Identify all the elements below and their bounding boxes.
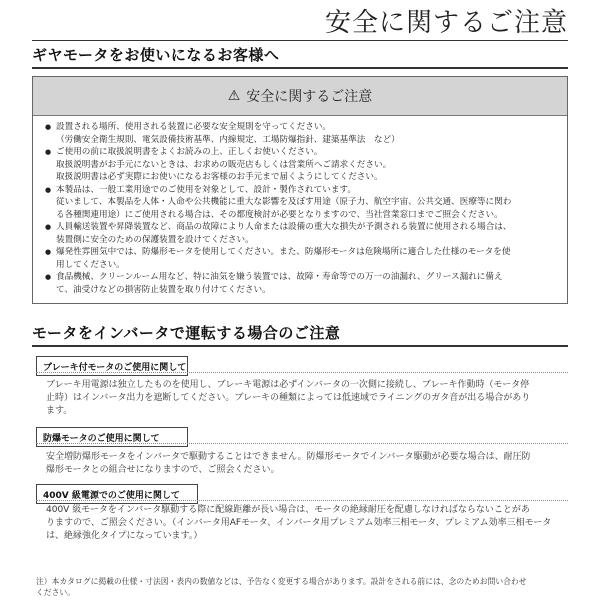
title-divider: [32, 40, 568, 41]
section-heading-inverter: モータをインバータで運転する場合のご注意: [32, 324, 341, 342]
safety-notice-box: [32, 76, 568, 304]
subsection-title-400v: 400V 級電源でのご使用に関して: [36, 484, 198, 504]
section-heading-gearmotor: ギヤモータをお使いになるお客様へ: [32, 46, 280, 64]
list-item: ● 本製品は、一般工業用途でのご使用を対象として、設計・製作されています。 従いまして、本製品を人体・人命や公共機能に重大な影響を及ぼす用途（原子力、航空宇宙、公共交通、医療等に関わ る各種関連用途）にご使用される場合は、その都度検討が必要となりますので、当社営業窓口までご照会ください。: [45, 184, 559, 222]
subsection-divider: [36, 372, 568, 373]
safety-box-title: 安全に関するご注意: [246, 89, 373, 105]
warning-triangle-icon: ⚠: [227, 88, 241, 104]
list-item: ● 爆発性雰囲気中では、防爆形モータを使用してください。また、防爆形モータは危険場所に適合した仕様のモータを使 用してください。: [45, 246, 559, 271]
safety-bullet-list: [33, 116, 567, 296]
list-item: ● ご使用の前に取扱説明書をよくお読みの上、正しくお使いください。 取扱説明書がお手元にないときは、お求めの販売店もしくは営業所へご請求ください。 取扱説明書は必ず実際にお使いになるお客様のお手元まで届くようにしてください。: [45, 146, 559, 184]
subsection-divider: [36, 500, 568, 501]
subsection-title-brake: ブレーキ付モータのご使用に関して: [36, 356, 188, 376]
subsection-body-brake: ブレーキ用電源は独立したものを使用し、ブレーキ電源は必ずインバータの一次側に接続し、ブレーキ作動時（モータ停 止時）はインバータ出力を遮断してください。ブレーキの種類によっては低速域でライニングのガタ音が出る場合があり ます。: [46, 380, 531, 416]
section-divider-inverter: [32, 345, 568, 347]
page-title: 安全に関するご注意: [324, 8, 568, 38]
safety-box-header: [33, 77, 567, 116]
section-divider-gearmotor: [32, 67, 568, 69]
subsection-divider: [36, 443, 568, 444]
list-item: ● 人員輸送装置や昇降装置など、商品の故障により人命または設備の重大な損失が予測される装置に使用される場合は、 装置側に安全のための保護装置を設けてください。: [45, 221, 559, 246]
footnote: 注）本カタログに掲載の仕様・寸法図・表内の数値などは、予告なく変更する場合があります。設計をされる前には、念のためお問い合わせ ください。: [36, 577, 527, 597]
list-item: ● 設置される場所、使用される装置に必要な安全規則を守ってください。 （労働安全衛生規則、電気設備技術基準、内線規定、工場防爆指針、建築基準法 など）: [45, 121, 559, 146]
subsection-body-explosion-proof: 安全増防爆形モータをインバータで駆動することはできません。防爆形モータでインバータ駆動が必要な場合は、耐圧防 爆形モータとの組合せになりますので、ご照会ください。: [46, 452, 531, 475]
list-item: ● 食品機械、クリーンルーム用など、特に油気を嫌う装置では、故障・寿命等での万一の油漏れ、グリース漏れに備え て、油受けなどの損害防止装置を取り付けてください。: [45, 271, 559, 296]
subsection-body-400v: 400V 級モータをインバータ駆動する際に配線距離が長い場合は、モータの絶縁耐圧を配慮しなければならないことがあ りますので、ご照会ください。（インバータ用AFモータ、インバータ用プレミアム効率三相モータ、プレミアム効率三相モータ は、絶縁強化タイプになっています。）: [46, 505, 552, 541]
subsection-title-explosion-proof: 防爆モータのご使用に関して: [36, 427, 188, 447]
